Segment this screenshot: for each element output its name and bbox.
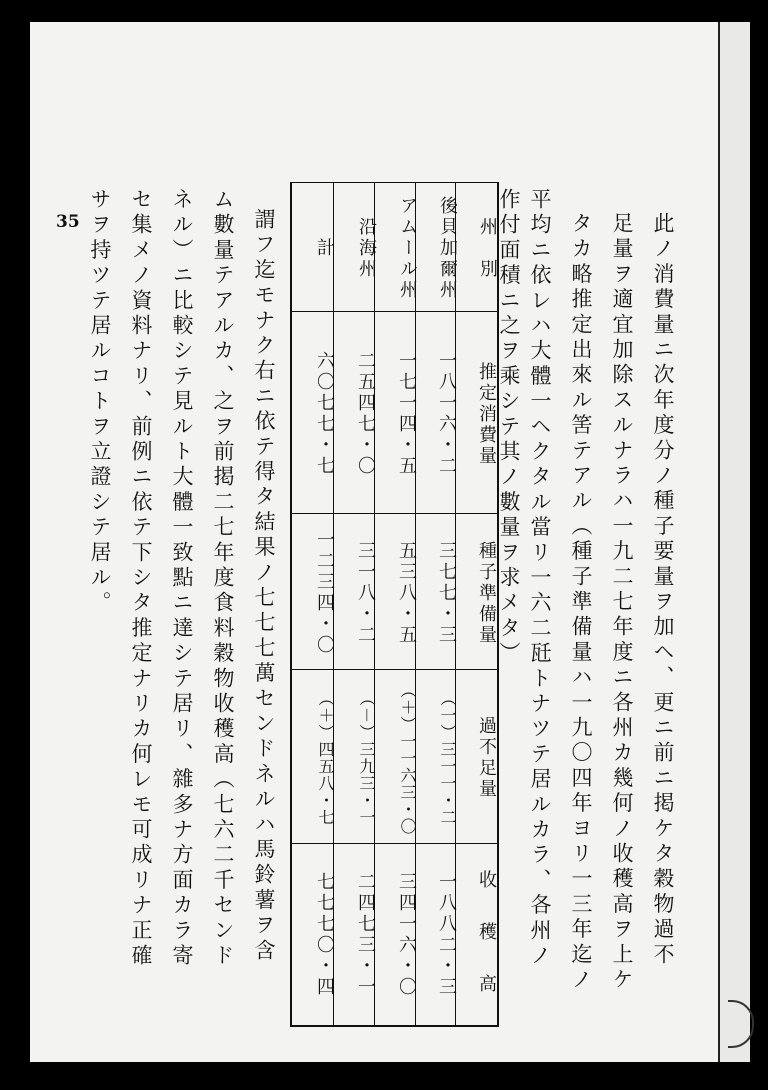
text-column: 謂フ迄モナク右ニ依テ得タ結果ノ七七七萬センドネルハ馬鈴薯ヲ含 (252, 208, 276, 964)
header-region: 州 別 (477, 217, 498, 280)
cell-region: 計 (314, 238, 335, 259)
cell-harvest: 二四七三・一 (355, 872, 376, 998)
cell-harvest: 七七七〇・四 (314, 872, 335, 998)
header-harvest: 收 穫 高 (476, 870, 497, 1000)
header-surplus: 過不足量 (476, 716, 497, 800)
text-column: 此ノ消費量ニ次年度分ノ種子要量ヲ加ヘ、更ニ前ニ掲ケタ穀物過不 (651, 212, 675, 968)
cell-consumption: 二五四七・〇 (355, 351, 376, 477)
cell-consumption: 一八一六・二 (436, 351, 457, 477)
text-column: 足量ヲ適宜加除スルナラハ一九二七年度ニ各州カ幾何ノ收穫高ヲ上ケ (610, 212, 634, 994)
header-consumption: 推定消費量 (476, 361, 497, 467)
text-column: 作付面積ニ之ヲ乘シテ其ノ數量ヲ求メタ） (497, 188, 521, 667)
text-column: ム數量テアルカ、之ヲ前掲二七年度食料穀物收穫高（七六二千センド (211, 188, 235, 970)
page-edge-strip (718, 22, 750, 1062)
cell-surplus: （＋）一一六三・〇 (398, 681, 417, 835)
cell-surplus: （－）三九三・一 (357, 689, 376, 826)
text-column: 平均ニ依レハ大體一ヘクタル當リ一六二瓩トナツテ居ルカラ、各州ノ (528, 188, 552, 970)
cell-harvest: 一八八二・三 (436, 872, 457, 998)
cell-region: アムール州 (397, 196, 418, 301)
text-column: セ集メノ資料ナリ、前例ニ依テ下シタ推定ナリカ何レモ可成リナ正確 (129, 188, 153, 970)
page-curl-mark (728, 1000, 754, 1048)
cell-seed: 三七七・三 (436, 540, 457, 646)
page-number: 35 (56, 212, 80, 232)
cell-seed: 五三八・五 (396, 540, 417, 646)
cell-region: 沿海州 (356, 217, 377, 280)
cell-seed: 一二三四・〇 (314, 530, 335, 656)
text-column: サヲ持ツテ居ルコトヲ立證シテ居ル。 (88, 188, 112, 617)
harvest-table (290, 182, 499, 1027)
cell-seed: 三一八・二 (355, 540, 376, 646)
text-column: タカ略推定出來ル筈テアル（種子準備量ハ一九〇四年ヨリ一三年迄ノ (569, 212, 593, 994)
cell-surplus: （＋）四五八・七 (316, 690, 335, 826)
cell-harvest: 三四一六・〇 (396, 872, 417, 998)
cell-consumption: 一七一四・五 (396, 351, 417, 477)
cell-consumption: 六〇七七・七 (314, 351, 335, 477)
text-column: ネル）ニ比較シテ見ルト大體一致點ニ達シテ居リ、雜多ナ方面カラ寄 (170, 188, 194, 970)
header-seed: 種子準備量 (476, 540, 497, 646)
cell-region: 後貝加爾州 (437, 196, 458, 301)
cell-surplus: （一）三一一・二 (438, 690, 457, 826)
